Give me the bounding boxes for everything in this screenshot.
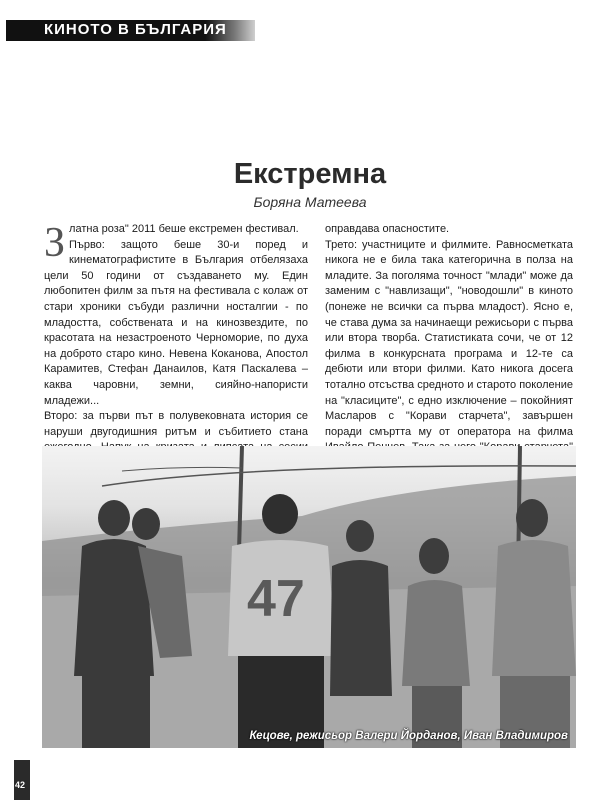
- paragraph-second: Второ: за първи път в полувековната история се наруши двугодишния ритъм и събитието стана: [44, 410, 308, 438]
- paragraph-intro-text: латна роза" 2011 беше екстремен фестивал.: [69, 223, 299, 235]
- article-title: Екстремна: [233, 158, 387, 190]
- paragraph-third: Трето: участниците и филмите. Равносметката никога не е била така категорична в полза на младите. За поголяма точност "млади" може да заменим с "навлизащи", "новодошли" в киното (понеже не всички са първа младост). Ясно е, че става дума за начинаещи режисьори с първа или втора творба. Статистиката сочи, че от 12 филма в конкурсната програма и 12-те са дебюти или втори филми. Като никога досега тотално отсъства средното и старото поколение на "класиците", с едно изключение – покойният Масларов с "Корави старчета", завършен поради смъртта му от оператора на филма: [325, 238, 573, 438]
- drop-cap: З: [44, 220, 66, 266]
- paragraph-intro: [44, 220, 308, 266]
- paragraph-continuation: оправдава опасностите.: [325, 223, 450, 235]
- photo-caption: Кецове, режисьор Валери Йорданов, Иван Владимиров: [249, 730, 568, 742]
- film-still-illustration: [42, 446, 576, 748]
- section-header: [0, 0, 600, 44]
- article-author: Боряна Матеева: [253, 194, 367, 210]
- section-title: КИНОТО В БЪЛГАРИЯ: [44, 21, 227, 38]
- film-still-photo: [42, 446, 576, 748]
- shirt-number: 47: [247, 570, 305, 628]
- paragraph-first: Първо: защото беше 30-и поред и кинематографистите в България отбелязаха цели 50 години от създаването му. Един любопитен филм за пътя на фестивала с колаж от стари хроники събуди различни носталгии - по младостта, собствената и на кинозвездите, по красотата на незастроеното Черноморие, по духа на доброто старо кино. Невена Коканова, Апостол Карамитев, Стефан Данаилов, Катя Паскалева – каква чаровни, земни, сияйно-напористи младежи...: [44, 238, 308, 407]
- page-number: 42: [15, 780, 26, 790]
